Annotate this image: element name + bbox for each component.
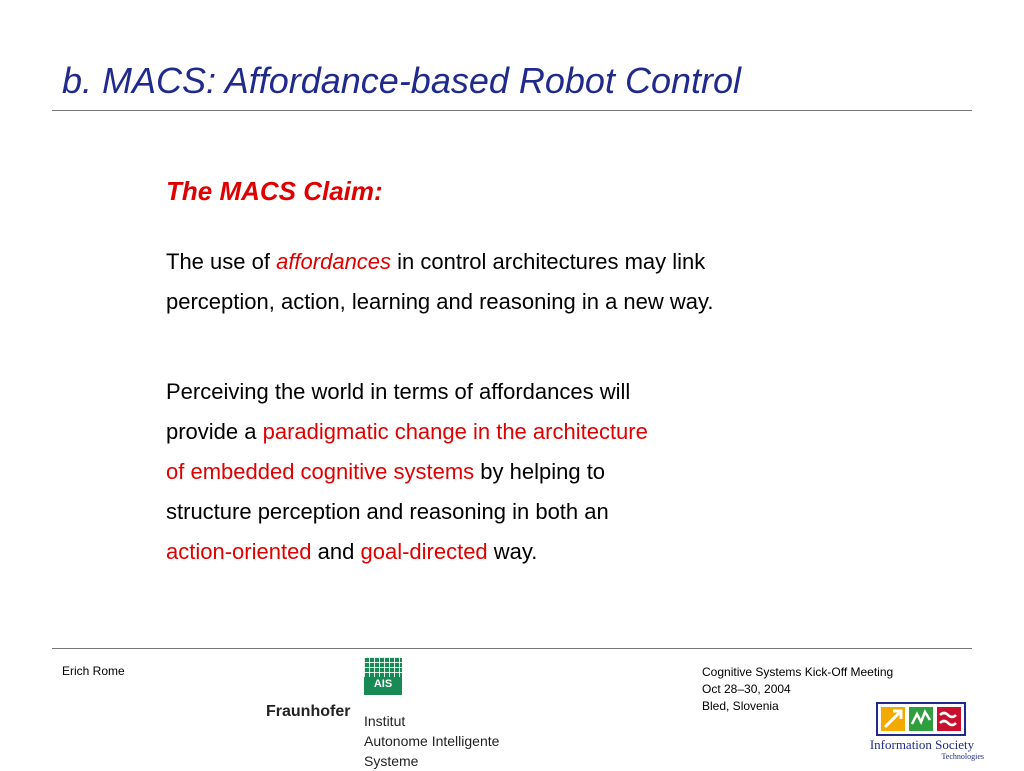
text-span: in control architectures may link	[391, 249, 706, 274]
ist-logo-text: Information Society	[869, 737, 975, 752]
ais-logo-icon	[364, 657, 402, 695]
highlight-embedded-systems: of embedded cognitive systems	[166, 459, 475, 484]
meeting-name: Cognitive Systems Kick-Off Meeting	[702, 665, 894, 679]
title-divider	[52, 110, 972, 111]
paragraph-1	[166, 242, 714, 322]
footer-meeting-info	[702, 664, 893, 715]
footer-divider	[52, 648, 972, 649]
institute-line-2: Autonome Intelligente	[364, 733, 500, 749]
institute-name	[364, 711, 499, 771]
highlight-goal-directed: goal-directed	[360, 539, 488, 564]
text-span: provide a	[166, 419, 263, 444]
text-span: The use of	[166, 249, 277, 274]
meeting-location: Bled, Slovenia	[702, 699, 779, 713]
ais-grid-pattern	[364, 657, 402, 677]
paragraph-1-line-2: perception, action, learning and reasoning in a new way.	[166, 289, 714, 314]
paragraph-2-line-3	[166, 452, 648, 492]
meeting-date: Oct 28–30, 2004	[702, 682, 791, 696]
paragraph-2-line-2	[166, 412, 648, 452]
paragraph-1-line-1	[166, 242, 714, 282]
paragraph-2-line-1: Perceiving the world in terms of affordances will	[166, 379, 631, 404]
institute-line-1: Institut	[364, 713, 406, 729]
ist-logo-subtext: Technologies	[941, 752, 984, 761]
ist-logo-icon	[876, 702, 966, 736]
claim-heading: The MACS Claim:	[166, 176, 383, 206]
text-span: and	[311, 539, 361, 564]
highlight-paradigmatic-change: paradigmatic change in the architecture	[262, 419, 648, 444]
footer-author: Erich Rome	[62, 664, 125, 678]
text-span: way.	[487, 539, 538, 564]
paragraph-2-line-5	[166, 532, 648, 572]
paragraph-2	[166, 372, 648, 572]
slide-title: b. MACS: Affordance-based Robot Control	[62, 60, 742, 101]
fraunhofer-logo-text: Fraunhofer	[266, 703, 351, 720]
highlight-action-oriented: action-oriented	[166, 539, 312, 564]
paragraph-2-line-4: structure perception and reasoning in both an	[166, 499, 609, 524]
institute-line-3: Systeme	[364, 753, 419, 769]
highlight-affordances: affordances	[276, 249, 392, 274]
text-span: by helping to	[474, 459, 606, 484]
ais-logo-text: AIS	[373, 678, 393, 690]
